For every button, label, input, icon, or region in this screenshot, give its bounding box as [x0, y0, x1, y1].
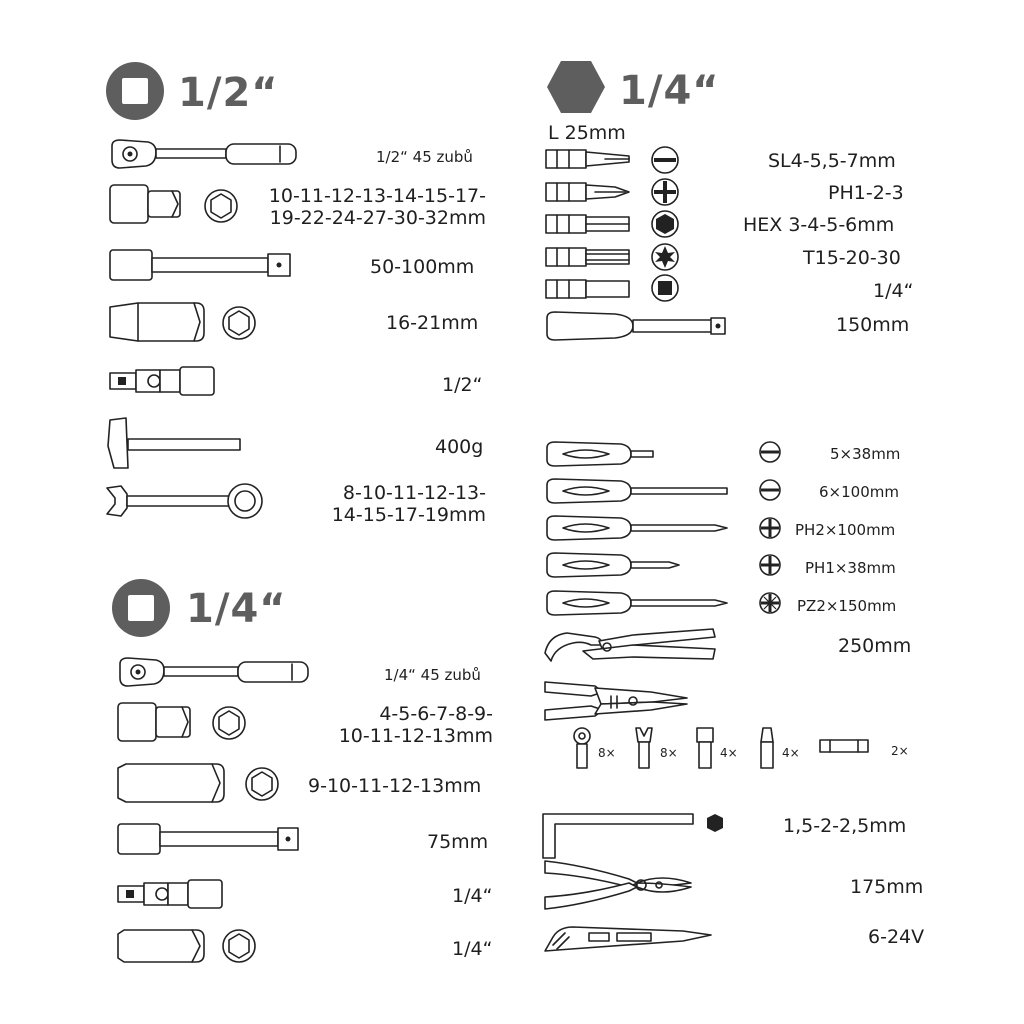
screwdriver-icon	[545, 551, 685, 579]
screwdriver-label-1: 5×38mm	[830, 445, 901, 463]
phillips-bit-icon	[545, 181, 631, 203]
socket-icon	[116, 701, 196, 743]
bit-slotted-label: SL4-5,5-7mm	[768, 150, 896, 172]
hex-bit-icon	[545, 213, 631, 235]
ratchet-half-label: 1/2“ 45 zubů	[376, 148, 473, 166]
extension-bar-icon	[116, 822, 302, 856]
deep-socket-icon	[116, 928, 206, 964]
bit-holder-screwdriver-icon	[545, 310, 727, 342]
hex-socket-face-icon	[211, 705, 247, 741]
combination-wrench-icon	[105, 482, 265, 520]
square-drive-icon	[650, 273, 680, 303]
phillips-tip-icon	[758, 516, 782, 540]
extension-quarter-label: 75mm	[427, 831, 489, 853]
screwdriver-icon	[545, 440, 657, 468]
torx-bit-icon	[545, 246, 631, 268]
socket-quarter-label-line1: 4-5-6-7-8-9-	[379, 703, 493, 725]
bit-phillips-label: PH1-2-3	[828, 182, 904, 204]
pliers-label: 250mm	[838, 635, 912, 657]
slotted-tip-icon	[650, 145, 680, 175]
socket-half-label-line2: 19-22-24-27-30-32mm	[269, 207, 486, 229]
bit-length-label: L 25mm	[548, 122, 626, 144]
adapter-quarter-label: 1/4“	[452, 938, 493, 960]
deep-socket-half-label: 16-21mm	[386, 312, 479, 334]
socket-quarter-label-line2: 10-11-12-13mm	[338, 725, 493, 747]
phillips-tip-icon	[650, 177, 680, 207]
universal-joint-quarter-label: 1/4“	[452, 885, 493, 907]
fuse-count: 2×	[891, 744, 909, 758]
wrench-label-line2: 14-15-17-19mm	[331, 504, 486, 526]
hex-tip-icon	[650, 209, 680, 239]
square-drive-badge-icon	[105, 61, 165, 121]
torx-tip-icon	[650, 242, 680, 272]
pozidriv-tip-icon	[758, 591, 782, 615]
ring-terminal-count: 8×	[598, 746, 616, 760]
universal-joint-icon	[116, 877, 226, 911]
section-title-bits: 1/4“	[619, 68, 720, 114]
wrench-label-line1: 8-10-11-12-13-	[342, 482, 486, 504]
spade-terminal-count: 4×	[782, 746, 800, 760]
universal-joint-icon	[108, 364, 218, 398]
butt-connector-count: 4×	[720, 746, 738, 760]
hex-drive-badge-icon	[545, 59, 607, 115]
butt-connector-icon	[694, 726, 716, 770]
hex-socket-face-icon	[203, 188, 239, 224]
hex-key-icon	[541, 812, 697, 860]
hex-socket-face-icon	[244, 766, 280, 802]
deep-socket-icon	[108, 301, 206, 343]
hex-socket-face-icon	[221, 928, 257, 964]
screwdriver-icon	[545, 477, 731, 505]
bit-hex-label: HEX 3-4-5-6mm	[743, 214, 895, 236]
hex-socket-face-icon	[221, 305, 257, 341]
adapter-bit-icon	[545, 278, 631, 300]
voltage-tester-icon	[543, 919, 715, 957]
slotted-bit-icon	[545, 148, 631, 170]
spade-terminal-icon	[756, 726, 778, 770]
screwdriver-icon	[545, 514, 731, 542]
screwdriver-label-2: 6×100mm	[819, 483, 899, 501]
hammer-label: 400g	[435, 436, 484, 458]
hammer-icon	[102, 416, 244, 472]
bit-torx-label: T15-20-30	[803, 247, 901, 269]
slotted-tip-icon	[758, 440, 782, 464]
screwdriver-label-4: PH1×38mm	[805, 559, 896, 577]
extension-bar-icon	[108, 248, 294, 282]
socket-icon	[108, 183, 188, 225]
fuse-icon	[818, 738, 870, 754]
deep-socket-icon	[116, 762, 228, 804]
combination-pliers-label: 175mm	[850, 876, 924, 898]
fork-terminal-count: 8×	[660, 746, 678, 760]
universal-joint-half-label: 1/2“	[442, 374, 483, 396]
extension-half-label: 50-100mm	[370, 256, 475, 278]
water-pump-pliers-icon	[543, 623, 719, 665]
voltage-tester-label: 6-24V	[868, 926, 925, 948]
screwdriver-label-3: PH2×100mm	[795, 521, 896, 539]
ring-terminal-icon	[570, 726, 594, 770]
section-title-half-inch: 1/2“	[178, 70, 279, 116]
crimping-pliers-icon	[541, 674, 691, 728]
hex-key-label: 1,5-2-2,5mm	[783, 815, 907, 837]
bit-square-label: 1/4“	[873, 280, 914, 302]
ratchet-icon	[108, 138, 303, 170]
screwdriver-label-5: PZ2×150mm	[797, 597, 897, 615]
square-drive-badge-icon	[111, 578, 171, 638]
fork-terminal-icon	[632, 726, 656, 770]
section-title-quarter-inch: 1/4“	[186, 586, 287, 632]
slotted-tip-icon	[758, 478, 782, 502]
screwdriver-icon	[545, 589, 731, 617]
ratchet-icon	[116, 656, 311, 688]
phillips-tip-icon	[758, 553, 782, 577]
socket-half-label-line1: 10-11-12-13-14-15-17-	[268, 185, 486, 207]
deep-socket-quarter-label: 9-10-11-12-13mm	[308, 775, 482, 797]
bit-holder-label: 150mm	[836, 314, 910, 336]
hex-profile-icon	[704, 812, 726, 834]
combination-pliers-icon	[543, 857, 693, 913]
ratchet-quarter-label: 1/4“ 45 zubů	[384, 666, 481, 684]
